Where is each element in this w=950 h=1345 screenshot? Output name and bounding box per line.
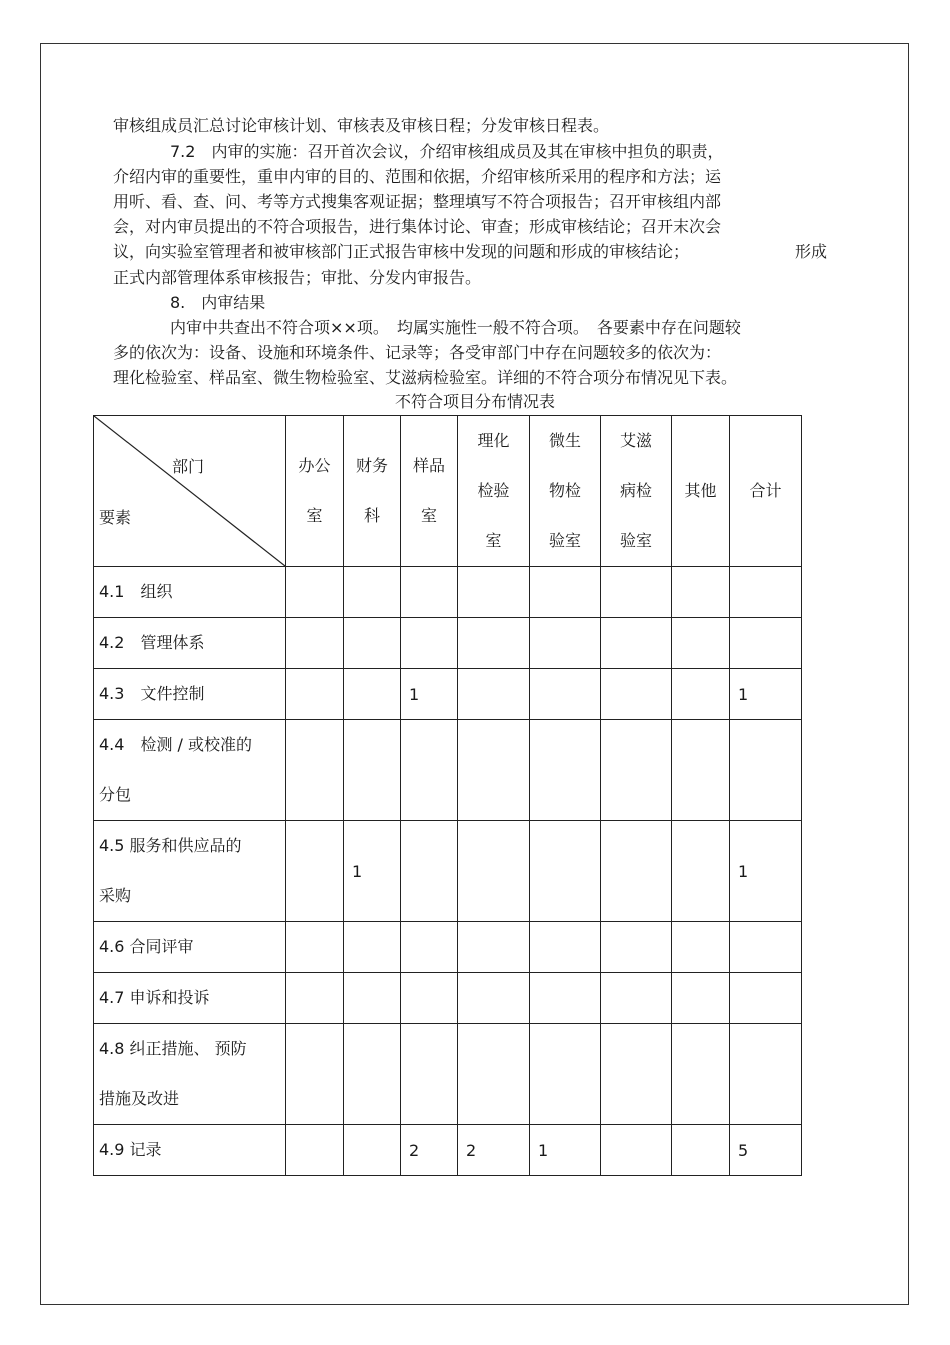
row-label-cell [94,922,286,973]
row-label-cell [94,720,286,821]
count-cell [601,922,672,973]
table-body [94,567,802,1176]
corner-header-cell [94,416,286,567]
count-cell [601,720,672,821]
column-header-text: 样品 [412,456,445,475]
count-cell [286,1125,344,1176]
count-cell [286,618,344,669]
count-cell [458,922,530,973]
row-label-cell [94,669,286,720]
column-header [344,416,401,567]
table-row [94,1024,802,1125]
row-label-text: 4.7 申诉和投诉 [99,988,210,1007]
row-label-cell [94,1125,286,1176]
count-cell [601,618,672,669]
row-label-cell [94,618,286,669]
paragraph-line: 理化检验室、样品室、微生物检验室、艾滋病检验室。详细的不符合项分布情况见下表。 [113,368,738,387]
count-cell: 2 [458,1125,530,1176]
column-header-text: 验室 [548,531,581,550]
count-cell [344,973,401,1024]
count-cell [730,1024,802,1125]
row-label-text: 采购 [99,886,132,905]
table-row [94,821,802,922]
count-cell [401,973,458,1024]
count-cell [344,720,401,821]
count-cell [286,1024,344,1125]
column-header [672,416,730,567]
column-header-text: 财务 [355,456,388,475]
row-label-text: 4.9 记录 [99,1140,162,1159]
count-cell [458,720,530,821]
count-cell [530,618,601,669]
count-cell [601,973,672,1024]
count-cell [458,567,530,618]
column-header-text: 验室 [619,531,652,550]
count-cell [530,973,601,1024]
row-label-text: 措施及改进 [99,1089,180,1108]
count-cell [286,821,344,922]
table-row [94,922,802,973]
table-header-row [94,416,802,567]
count-cell [344,922,401,973]
count-cell [344,669,401,720]
count-cell [730,973,802,1024]
count-cell [601,669,672,720]
count-cell [458,669,530,720]
count-cell [530,821,601,922]
count-cell [672,669,730,720]
section-heading: 8. 内审结果 [170,293,266,312]
column-header-text: 病检 [619,481,652,500]
table-row [94,1125,802,1176]
row-label-text: 4.8 纠正措施、 预防 [99,1039,247,1058]
table-row [94,720,802,821]
count-cell [530,669,601,720]
count-cell [530,720,601,821]
count-cell [401,567,458,618]
count-cell: 1 [730,669,802,720]
count-cell [458,1024,530,1125]
count-cell [458,618,530,669]
nonconformity-table [93,415,802,1176]
count-cell [672,618,730,669]
count-cell: 1 [730,821,802,922]
table-caption: 不符合项目分布情况表 [394,392,555,411]
count-cell [401,821,458,922]
count-cell [672,821,730,922]
count-cell [344,1024,401,1125]
paragraph-line: 7.2 内审的实施：召开首次会议，介绍审核组成员及其在审核中担负的职责， [170,142,724,161]
count-cell [601,567,672,618]
column-header [401,416,458,567]
count-cell [401,1024,458,1125]
count-cell: 1 [401,669,458,720]
column-header [530,416,601,567]
count-cell [458,821,530,922]
row-label-text: 4.5 服务和供应品的 [99,836,242,855]
count-cell [530,567,601,618]
row-label-cell [94,567,286,618]
column-header-text: 室 [420,506,437,525]
paragraph-line: 形成 [795,242,828,261]
count-cell [730,922,802,973]
count-cell [286,669,344,720]
column-header-text: 室 [485,531,502,550]
count-cell [286,720,344,821]
column-header-text: 微生 [548,431,581,450]
paragraph-line: 内审中共查出不符合项××项。 均属实施性一般不符合项。 各要素中存在问题较 [170,318,741,337]
count-cell [672,922,730,973]
row-label-text: 4.4 检测 / 或校准的 [99,735,253,754]
row-label-cell [94,821,286,922]
count-cell: 2 [401,1125,458,1176]
column-header [458,416,530,567]
column-header-text: 检验 [477,481,510,500]
table-row [94,567,802,618]
count-cell [601,821,672,922]
row-label-text: 4.3 文件控制 [99,684,205,703]
row-label-cell [94,973,286,1024]
column-header-text: 科 [363,506,380,525]
column-header-text: 合计 [749,481,782,500]
count-cell [286,567,344,618]
paragraph-line: 用听、看、查、问、考等方式搜集客观证据；整理填写不符合项报告；召开审核组内部 [113,192,722,211]
column-header-text: 理化 [477,431,510,450]
row-label-cell [94,1024,286,1125]
row-label-text: 4.1 组织 [99,582,173,601]
column-header-text: 物检 [548,481,581,500]
count-cell [601,1024,672,1125]
count-cell [401,720,458,821]
paragraph-line: 议，向实验室管理者和被审核部门正式报告审核中发现的问题和形成的审核结论； [113,242,690,261]
diagonal-divider [94,416,285,566]
count-cell [344,567,401,618]
count-cell [672,973,730,1024]
column-header-text: 室 [306,506,323,525]
column-header [730,416,802,567]
paragraph-line: 会，对内审员提出的不符合项报告，进行集体讨论、审查；形成审核结论；召开末次会 [113,217,722,236]
column-header [601,416,672,567]
count-cell [672,1024,730,1125]
paragraph-line: 多的依次为：设备、设施和环境条件、记录等；各受审部门中存在问题较多的依次为： [113,343,722,362]
paragraph-line: 审核组成员汇总讨论审核计划、审核表及审核日程；分发审核日程表。 [113,116,610,135]
count-cell [401,922,458,973]
count-cell [286,922,344,973]
row-label-text: 分包 [99,785,132,804]
count-cell [730,618,802,669]
corner-element-label: 要素 [99,508,132,527]
count-cell [601,1125,672,1176]
count-cell [401,618,458,669]
column-header-text: 其他 [684,481,717,500]
row-label-text: 4.2 管理体系 [99,633,205,652]
table-row [94,669,802,720]
table-row [94,618,802,669]
row-label-text: 4.6 合同评审 [99,937,194,956]
corner-department-label: 部门 [172,457,205,476]
paragraph-line: 正式内部管理体系审核报告；审批、分发内审报告。 [113,268,482,287]
column-header-text: 办公 [298,456,331,475]
table-row [94,973,802,1024]
count-cell [344,618,401,669]
count-cell: 1 [344,821,401,922]
paragraph-line: 介绍内审的重要性，重申内审的目的、范围和依据，介绍审核所采用的程序和方法；运 [113,167,722,186]
count-cell [730,720,802,821]
count-cell [730,567,802,618]
count-cell [286,973,344,1024]
count-cell [672,1125,730,1176]
count-cell [672,720,730,821]
column-header [286,416,344,567]
count-cell [530,922,601,973]
column-header-text: 艾滋 [619,431,652,450]
count-cell [530,1024,601,1125]
count-cell [458,973,530,1024]
count-cell [672,567,730,618]
count-cell: 1 [530,1125,601,1176]
count-cell: 5 [730,1125,802,1176]
count-cell [344,1125,401,1176]
